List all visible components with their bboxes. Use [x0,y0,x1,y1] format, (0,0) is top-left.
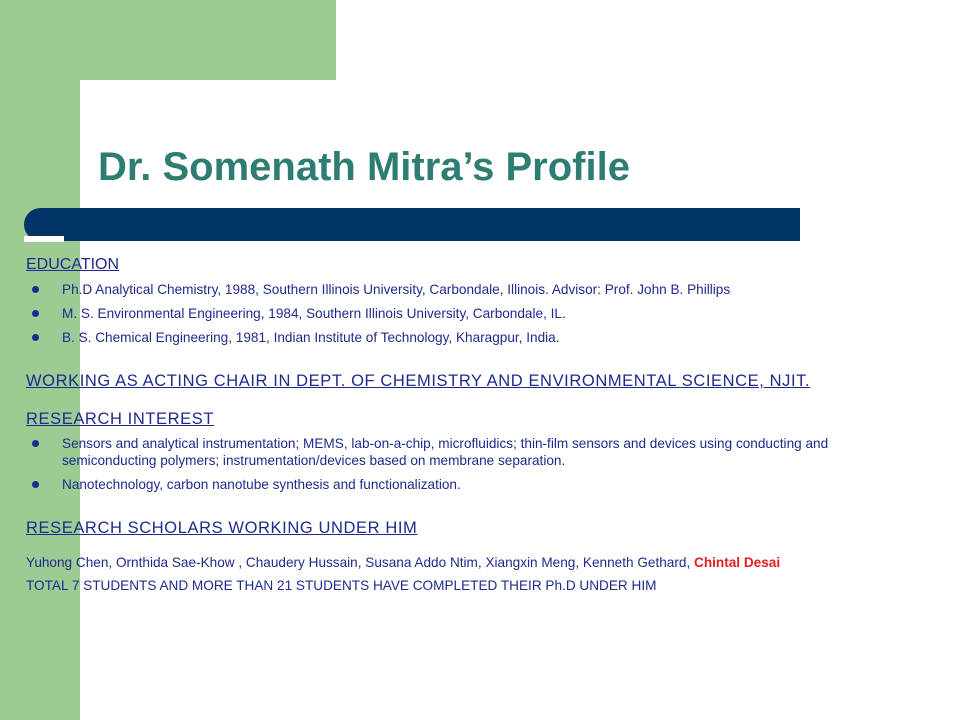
top-accent-band [0,0,336,80]
scholars-heading: RESEARCH SCHOLARS WORKING UNDER HIM [26,519,418,537]
spacer [26,397,926,409]
bullet-icon [32,310,39,317]
research-heading: RESEARCH INTEREST [26,410,215,428]
scholars-names [26,554,926,571]
education-item [26,305,926,322]
education-item-text: B. S. Chemical Engineering, 1981, Indian Institute of Technology, Kharagpur, India. [62,330,560,345]
education-item [26,329,926,346]
education-list [26,281,926,346]
spacer [26,500,926,518]
spacer [26,353,926,371]
title-underline-bar [24,208,800,241]
bullet-icon [32,481,39,488]
scholars-total: TOTAL 7 STUDENTS AND MORE THAN 21 STUDENTS HAVE COMPLETED THEIR Ph.D UNDER HIM [26,578,657,593]
title-bar-notch [24,236,64,242]
bullet-icon [32,440,39,447]
education-item-text: M. S. Environmental Engineering, 1984, Southern Illinois University, Carbondale, IL. [62,306,566,321]
research-item [26,476,926,493]
scholars-highlighted-name: Chintal Desai [694,555,781,570]
bullet-icon [32,286,39,293]
research-item [26,435,926,469]
slide-title: Dr. Somenath Mitra’s Profile [98,145,630,189]
education-item [26,281,926,298]
slide-body [26,255,926,600]
research-item-text: Sensors and analytical instrumentation; MEMS, lab-on-a-chip, microfluidics; thin-film sensors and devices using conducting and semiconducting polymers; instrumentation/devices based on membrane separation. [62,436,829,468]
spacer [26,544,926,554]
education-item-text: Ph.D Analytical Chemistry, 1988, Southern Illinois University, Carbondale, Illinois. Advisor: Prof. John B. Phillips [62,282,731,297]
working-heading: WORKING AS ACTING CHAIR IN DEPT. OF CHEMISTRY AND ENVIRONMENTAL SCIENCE, NJIT. [26,372,811,390]
scholars-names-text: Yuhong Chen, Ornthida Sae-Khow , Chaudery Hussain, Susana Addo Ntim, Xiangxin Meng, Kenneth Gethard, [26,555,695,570]
research-item-text: Nanotechnology, carbon nanotube synthesis and functionalization. [62,477,461,492]
education-heading: EDUCATION [26,256,120,273]
research-list [26,435,926,493]
bullet-icon [32,334,39,341]
